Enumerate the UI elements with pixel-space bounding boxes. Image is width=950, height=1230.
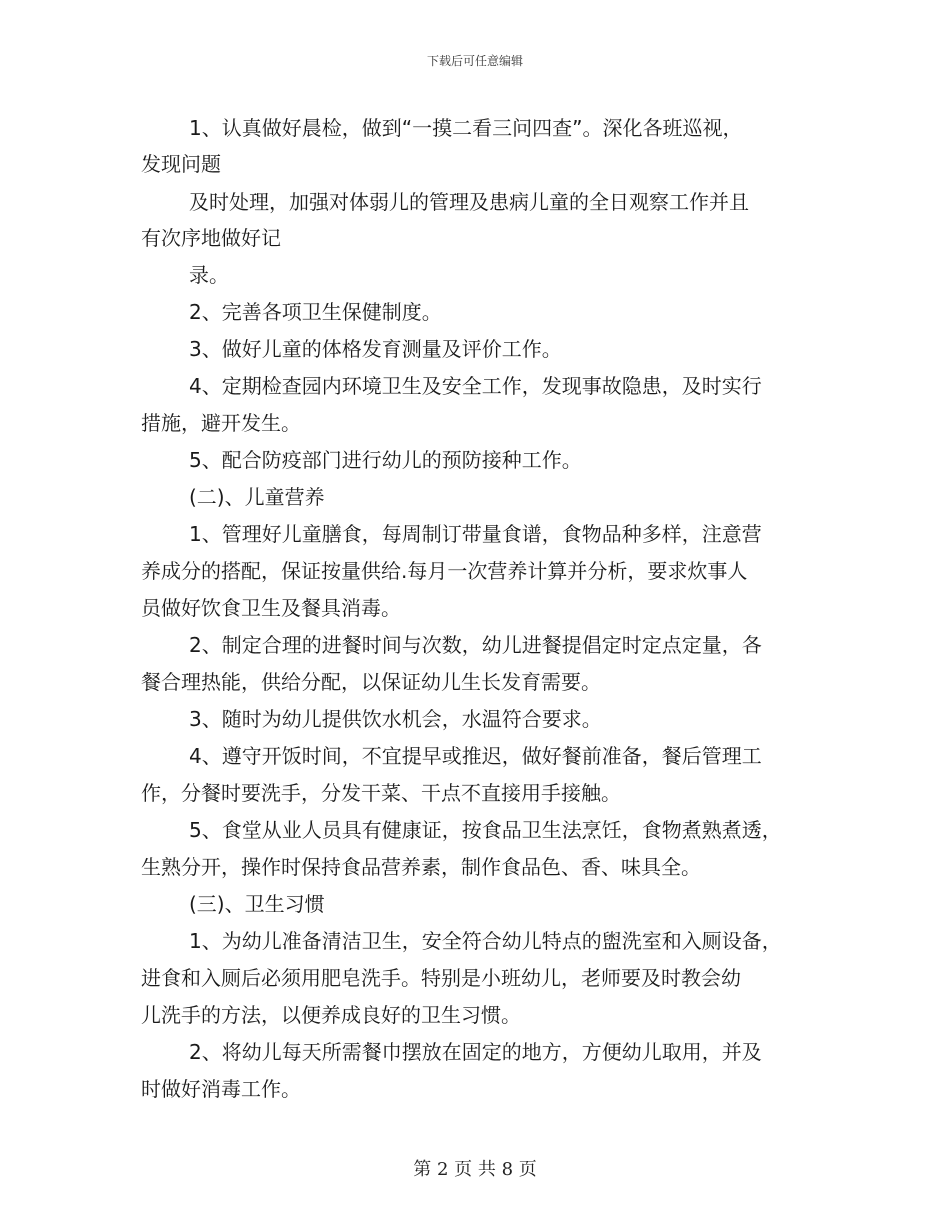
page-number: 第 2 页 共 8 页: [413, 1159, 537, 1180]
paragraph-line: 有次序地做好记: [141, 226, 281, 250]
paragraph-line: 作，分餐时要洗手，分发干菜、干点不直接用手接触。: [141, 781, 621, 805]
paragraph-line: 1、管理好儿童膳食，每周制订带量食谱，食物品种多样，注意营: [189, 522, 762, 546]
paragraph-line: 时做好消毒工作。: [141, 1077, 301, 1101]
paragraph-line: 4、遵守开饭时间，不宜提早或推迟，做好餐前准备，餐后管理工: [189, 744, 762, 768]
paragraph-line: 3、随时为幼儿提供饮水机会，水温符合要求。: [189, 707, 602, 731]
paragraph-line: 措施，避开发生。: [141, 411, 301, 435]
paragraph-line: 发现问题: [141, 152, 221, 176]
paragraph-line: 2、将幼儿每天所需餐巾摆放在固定的地方，方便幼儿取用，并及: [189, 1040, 762, 1064]
paragraph-line: 养成分的搭配，保证按量供给.每月一次营养计算并分析，要求炊事人: [141, 559, 748, 583]
paragraph-line: 1、认真做好晨检，做到“一摸二看三问四查”。深化各班巡视，: [189, 116, 743, 140]
paragraph-line: 1、为幼儿准备清洁卫生，安全符合幼儿特点的盥洗室和入厕设备，: [189, 929, 782, 953]
paragraph-line: 2、制定合理的进餐时间与次数，幼儿进餐提倡定时定点定量，各: [189, 633, 762, 657]
page-header-note: 下载后可任意编辑: [426, 54, 523, 68]
paragraph-line: 及时处理，加强对体弱儿的管理及患病儿童的全日观察工作并且: [189, 190, 749, 214]
paragraph-line: 5、食堂从业人员具有健康证，按食品卫生法烹饪，食物煮熟煮透，: [189, 818, 782, 842]
paragraph-line: 餐合理热能，供给分配，以保证幼儿生长发育需要。: [141, 670, 601, 694]
paragraph-line: 2、完善各项卫生保健制度。: [189, 300, 442, 324]
paragraph-line: 员做好饮食卫生及餐具消毒。: [141, 596, 401, 620]
paragraph-line: 生熟分开，操作时保持食品营养素，制作食品色、香、味具全。: [141, 855, 701, 879]
section-heading: (三)、卫生习惯: [189, 892, 325, 916]
paragraph-line: 进食和入厕后必须用肥皂洗手。特别是小班幼儿，老师要及时教会幼: [141, 966, 741, 990]
paragraph-line: 录。: [189, 263, 229, 287]
section-heading: (二)、儿童营养: [189, 485, 325, 509]
paragraph-line: 3、做好儿童的体格发育测量及评价工作。: [189, 337, 562, 361]
paragraph-line: 4、定期检查园内环境卫生及安全工作，发现事故隐患，及时实行: [189, 374, 762, 398]
paragraph-line: 儿洗手的方法，以便养成良好的卫生习惯。: [141, 1003, 521, 1027]
paragraph-line: 5、配合防疫部门进行幼儿的预防接种工作。: [189, 448, 582, 472]
